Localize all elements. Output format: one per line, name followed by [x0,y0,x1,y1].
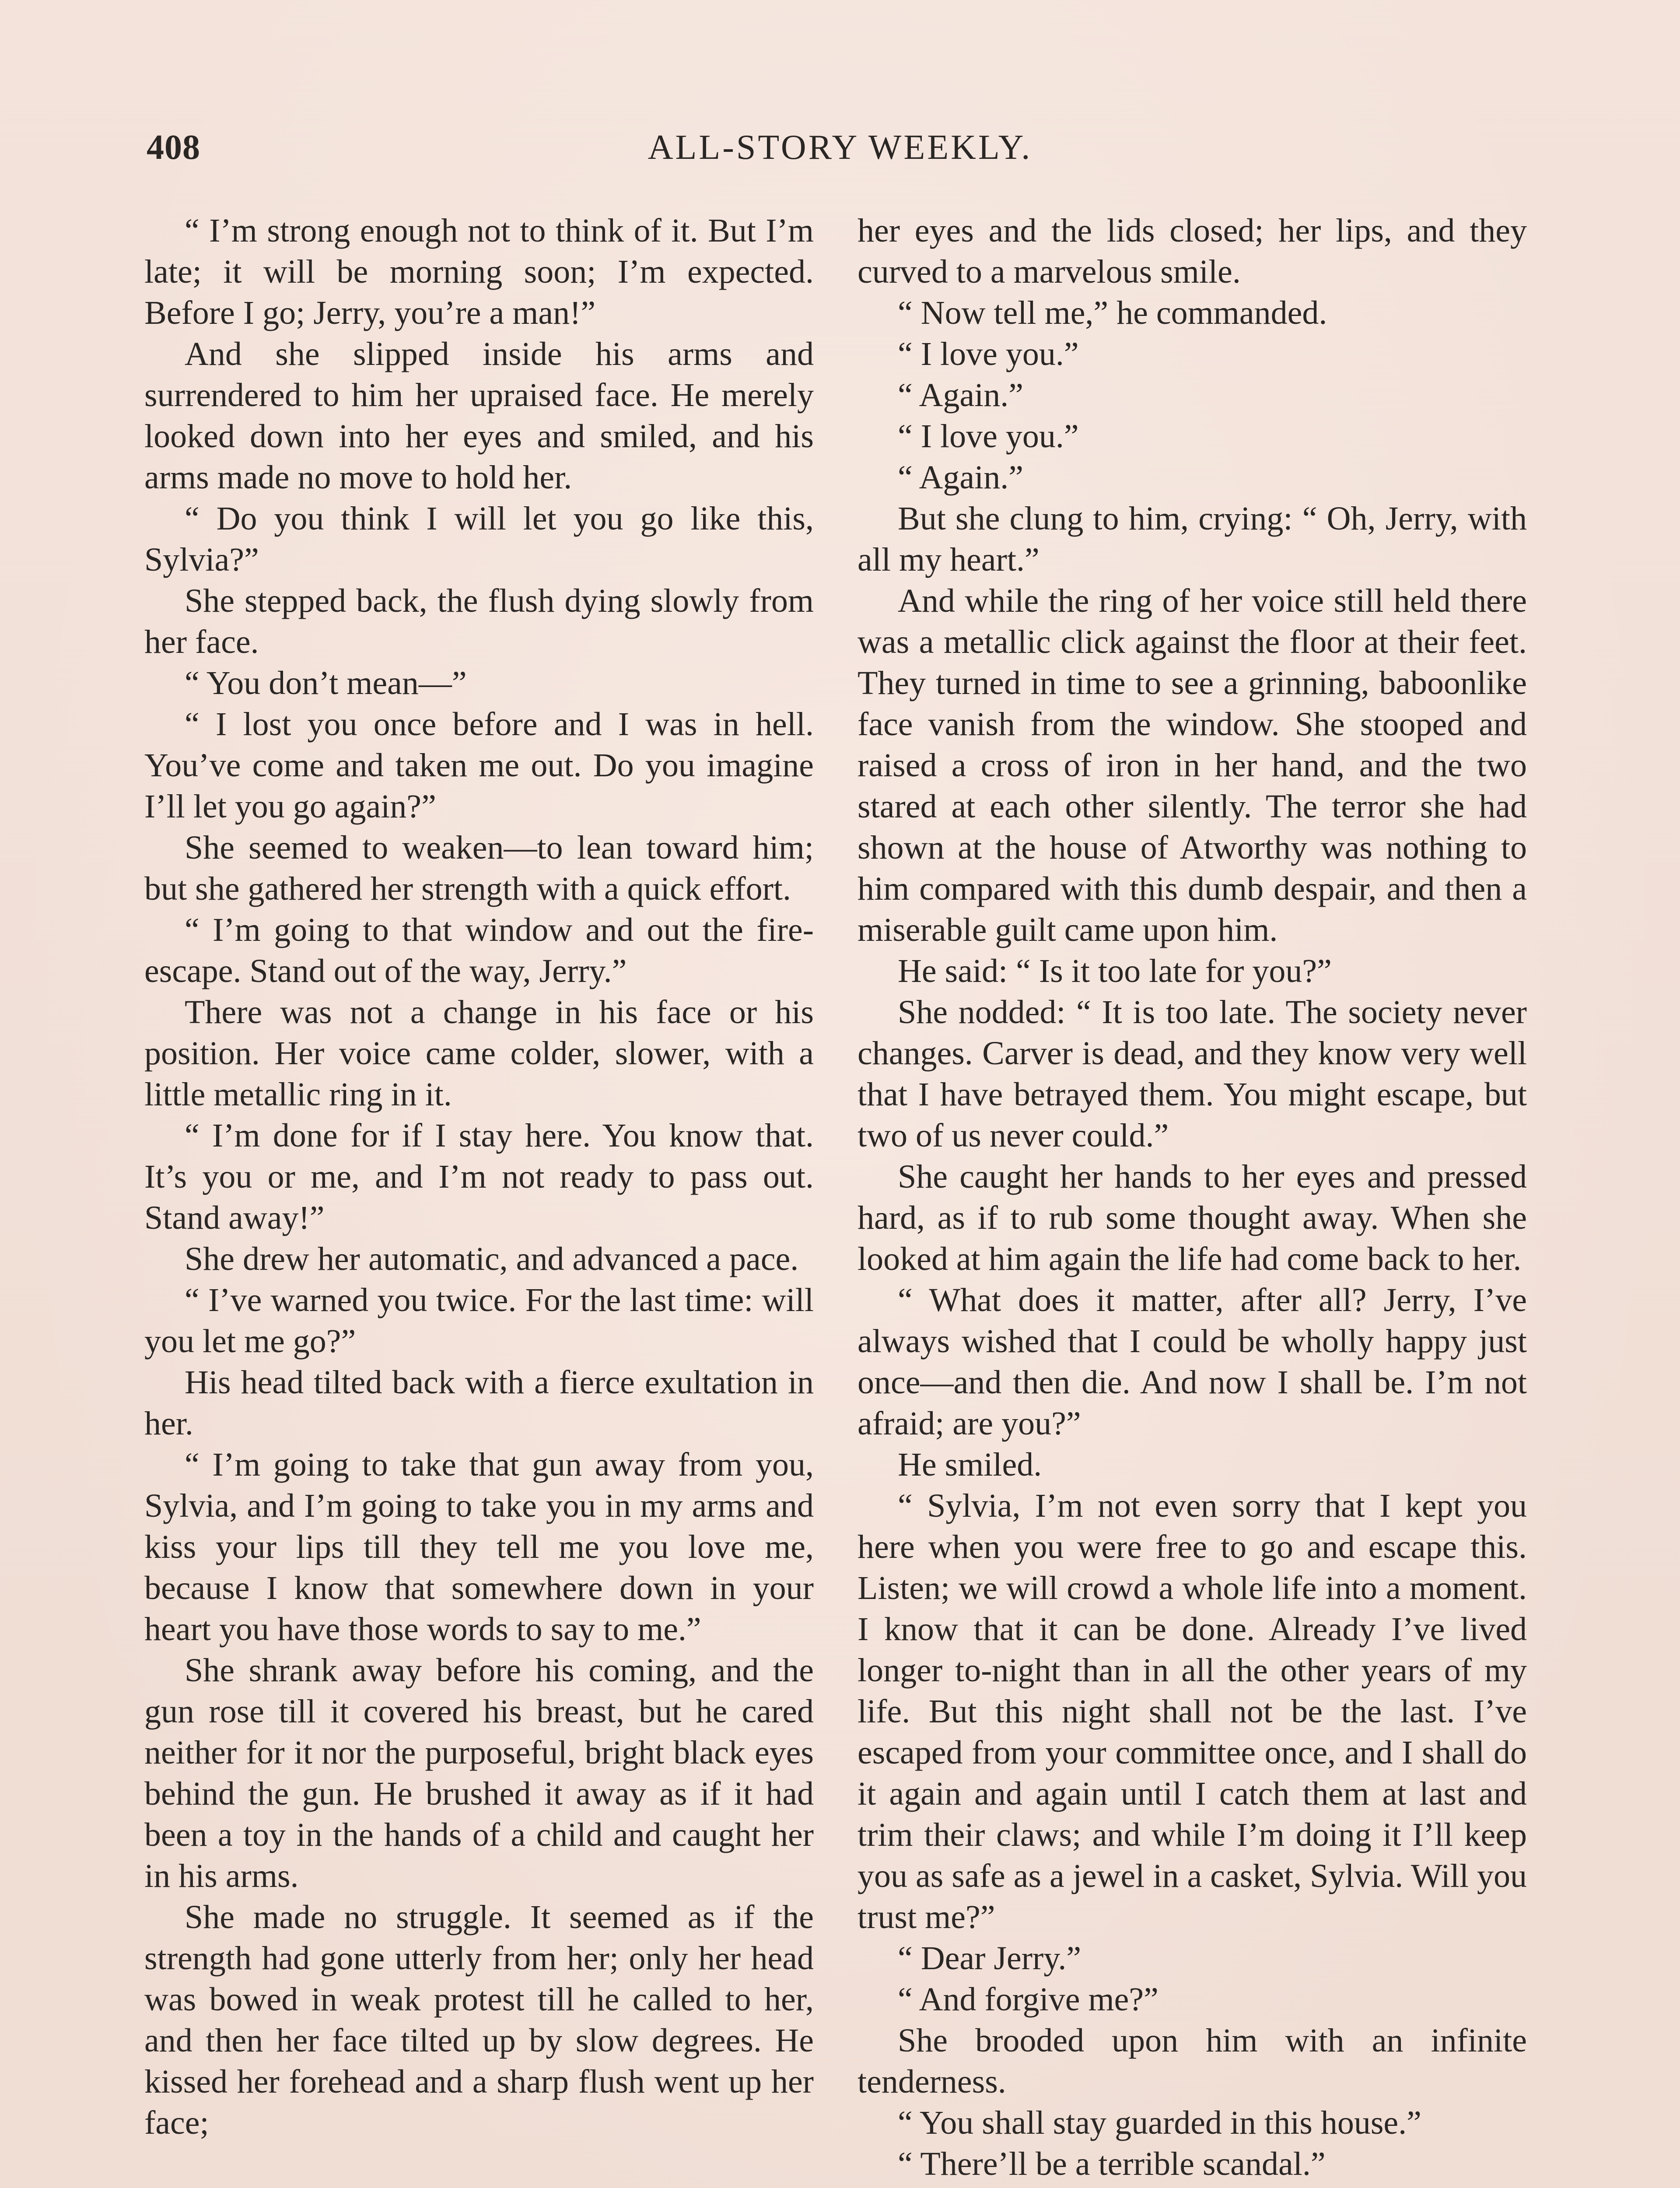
paragraph: “ I’ve warned you twice. For the last time: will you let me go?” [144,1282,814,1360]
page-header [147,128,1533,176]
paragraph: “ There’ll be a terrible scandal.” [898,2146,1326,2182]
paragraph: He smiled. [898,1446,1042,1483]
paragraph: And while the ring of her voice still held there was a metallic click against the floor at their feet. They turned in time to see a grinning, baboonlike face vanish from the window. She stooped and raised a cross of iron in her hand, and the two stared at each other silently. The terror she had shown at the house of Atworthy was nothing to him compared with this dumb despair, and then a miserable guilt came upon him. [858,582,1527,948]
paragraph: She brooded upon him with an infinite tenderness. [858,2022,1527,2100]
paragraph: His head tilted back with a fierce exultation in her. [144,1364,814,1442]
paragraph: “ I’m going to take that gun away from you, Sylvia, and I’m going to take you in my arms and kiss your lips till they tell me you love me, because I know that somewhere down in your heart you have those words to say to me.” [144,1446,814,1648]
paragraph: “ Sylvia, I’m not even sorry that I kept you here when you were free to go and escape this. Listen; we will crowd a whole life into a moment. I know that it can be done. Already I’ve lived longer to-night than in all the other years of my life. But this night shall not be the last. I’ve escaped from your committee once, and I shall do it again and again until I catch them at last and trim their claws; and while I’m doing it I’ll keep you as safe as a jewel in a casket, Sylvia. Will you trust me?” [858,1487,1527,1936]
paragraph: And she slipped inside his arms and surrendered to him her upraised face. He merely looked down into her eyes and smiled, and his arms made no move to hold her. [144,336,814,496]
left-column [144,210,814,2143]
paragraph: She drew her automatic, and advanced a pace. [185,1241,799,1277]
paragraph: “ You shall stay guarded in this house.” [898,2104,1421,2141]
paragraph: “ I love you.” [898,418,1079,455]
paragraph: “ What does it matter, after all? Jerry, I’ve always wished that I could be wholly happy just once—and then die. And now I shall be. I’m not afraid; are you?” [858,1282,1527,1442]
running-head: ALL-STORY WEEKLY. [648,128,1032,167]
paragraph: “ I love you.” [898,336,1079,372]
paragraph: There was not a change in his face or his position. Her voice came colder, slower, with a little metallic ring in it. [144,994,814,1113]
paragraph: She made no struggle. It seemed as if the strength had gone utterly from her; only her head was bowed in weak protest till he called to her, and then her face tilted up by slow degrees. He kissed her forehead and a sharp flush went up her face; [144,1899,814,2141]
right-column [858,210,1527,2184]
paragraph: “ I’m going to that window and out the fire-escape. Stand out of the way, Jerry.” [144,912,814,989]
paragraph: “ Again.” [898,377,1024,414]
paragraph: “ Now tell me,” he commanded. [898,295,1327,331]
paragraph: She seemed to weaken—to lean toward him; but she gathered her strength with a quick effort. [144,829,814,907]
paragraph: “ Again.” [898,459,1024,496]
paragraph: “ You don’t mean—” [185,665,467,701]
paragraph: “ Dear Jerry.” [898,1940,1082,1977]
paragraph: She nodded: “ It is too late. The society never changes. Carver is dead, and they know very well that I have betrayed them. You might escape, but two of us never could.” [858,994,1527,1154]
paragraph: He said: “ Is it too late for you?” [898,953,1332,989]
paragraph-continuation: her eyes and the lids closed; her lips, and they curved to a marvelous smile. [858,212,1527,290]
paragraph: But she clung to him, crying: “ Oh, Jerry, with all my heart.” [858,500,1527,578]
paragraph: “ I lost you once before and I was in hell. You’ve come and taken me out. Do you imagine I’ll let you go again?” [144,706,814,825]
page-number: 408 [147,128,200,167]
paragraph: “ And forgive me?” [898,1981,1158,2018]
paragraph: “ I’m strong enough not to think of it. But I’m late; it will be morning soon; I’m expected. Before I go; Jerry, you’re a man!” [144,212,814,331]
paragraph: She shrank away before his coming, and the gun rose till it covered his breast, but he cared neither for it nor the purposeful, bright black eyes behind the gun. He brushed it away as if it had been a toy in the hands of a child and caught her in his arms. [144,1652,814,1894]
paragraph: “ I’m done for if I stay here. You know that. It’s you or me, and I’m not ready to pass out. Stand away!” [144,1117,814,1236]
paragraph: She caught her hands to her eyes and pressed hard, as if to rub some thought away. When she looked at him again the life had come back to her. [858,1158,1527,1277]
paragraph: “ Do you think I will let you go like this, Sylvia?” [144,500,814,578]
paragraph: She stepped back, the flush dying slowly from her face. [144,582,814,660]
